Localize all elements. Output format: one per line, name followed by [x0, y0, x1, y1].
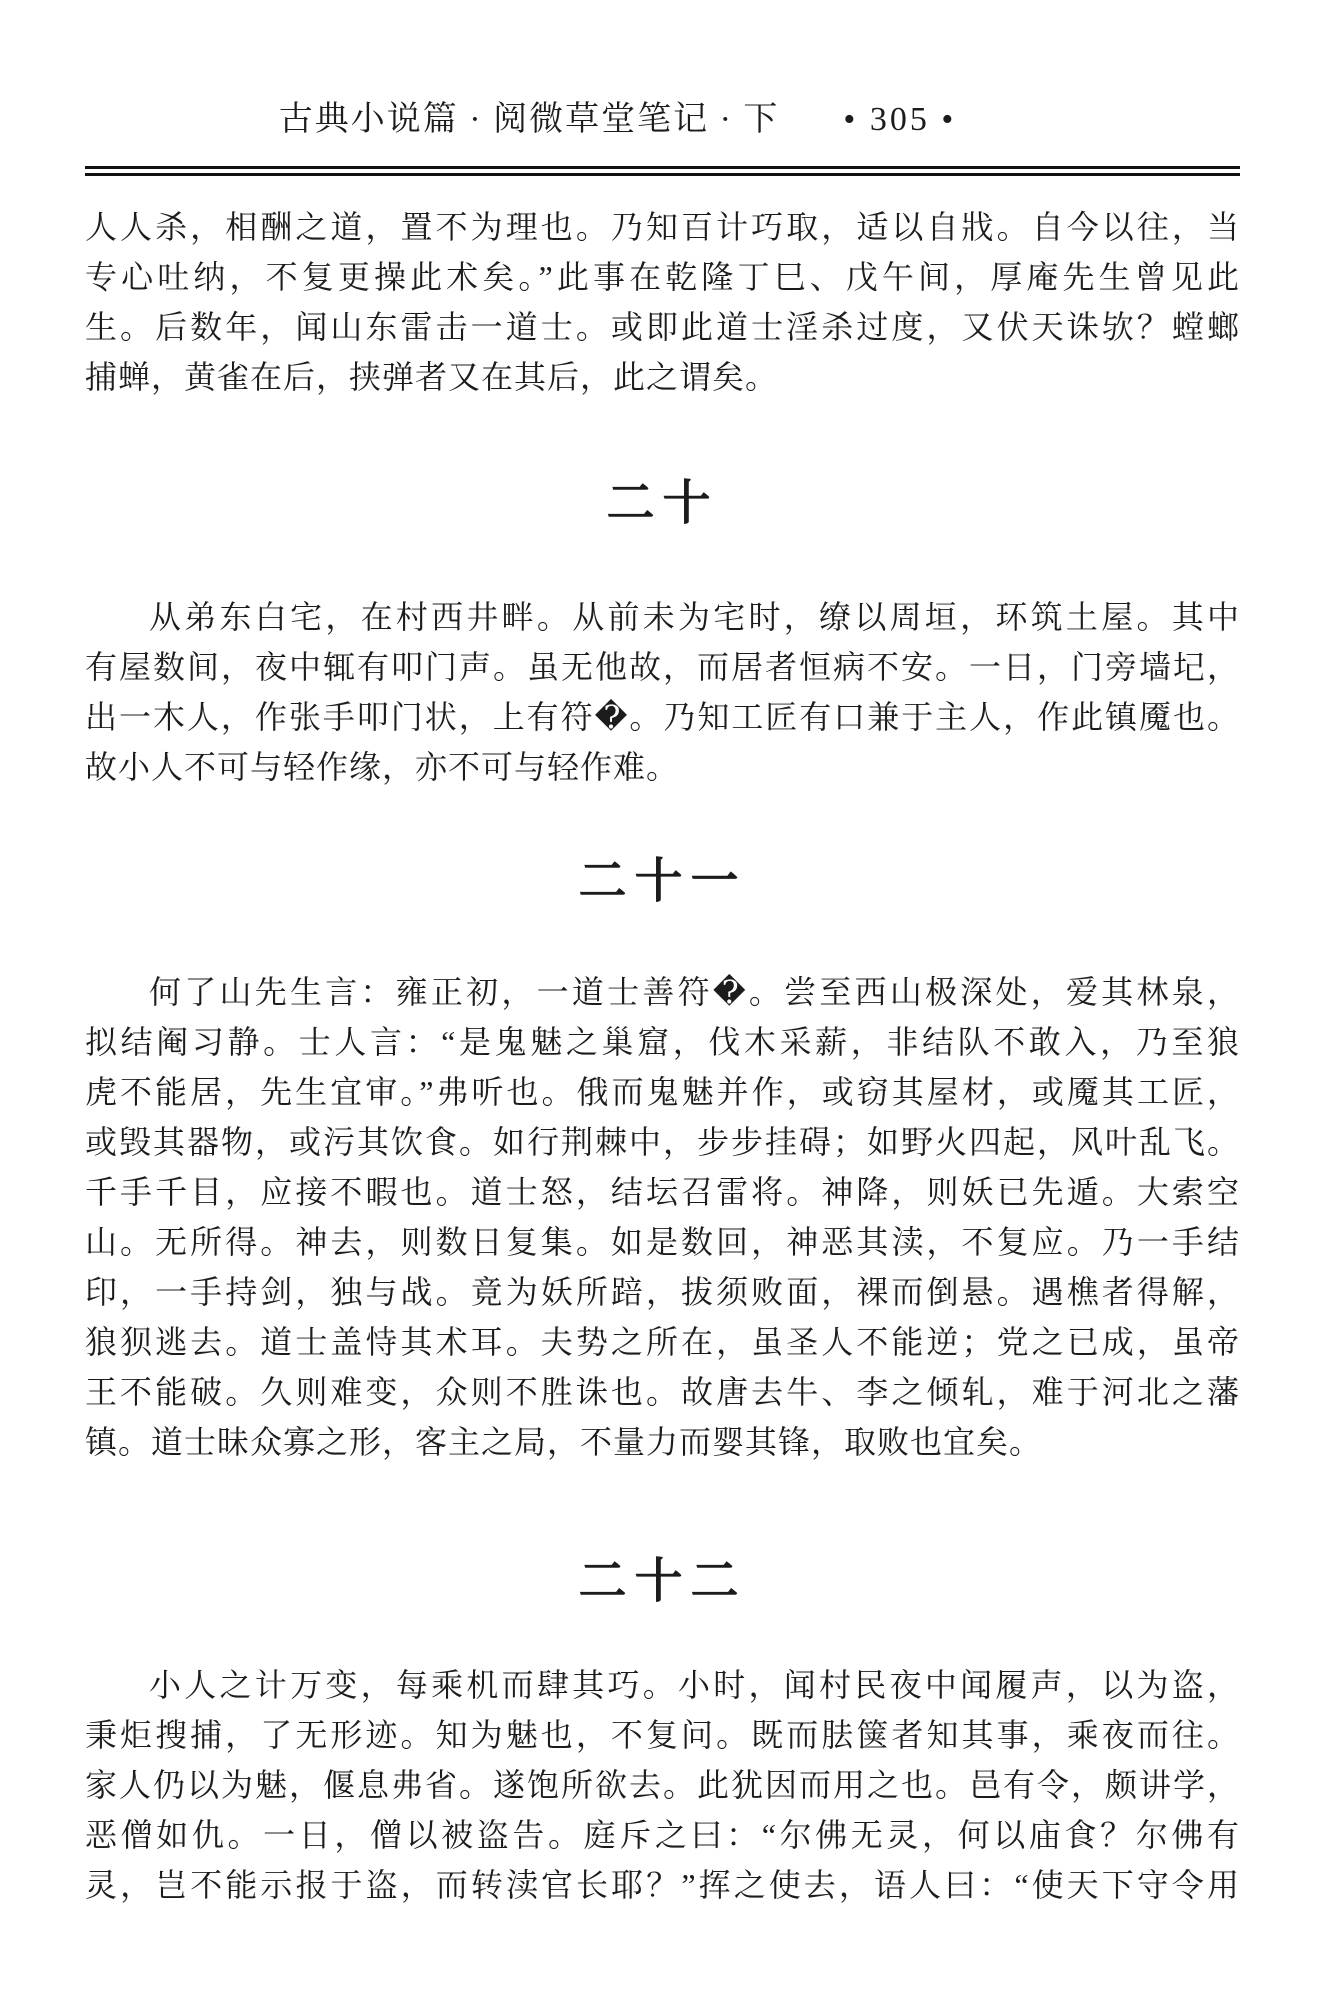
- page-number: • 305 •: [843, 101, 957, 138]
- text-line: 人人杀，相酬之道，置不为理也。乃知百计巧取，适以自戕。自今以往，当: [85, 209, 1240, 245]
- section-heading-21: 二十一: [578, 855, 747, 908]
- text-line: 从弟东白宅，在村西井畔。从前未为宅时，缭以周垣，环筑土屋。其中: [149, 599, 1240, 635]
- text-line: 虎不能居，先生宜审。”弗听也。俄而鬼魅并作，或窃其屋材，或魇其工匠，: [85, 1074, 1240, 1110]
- text-line: 印，一手持剑，独与战。竟为妖所踣，拔须败面，裸而倒悬。遇樵者得解，: [85, 1274, 1240, 1310]
- text-line: 狼狈逃去。道士盖恃其术耳。夫势之所在，虽圣人不能逆；党之已成，虽帝: [85, 1324, 1240, 1360]
- text-line: 山。无所得。神去，则数日复集。如是数回，神恶其渎，不复应。乃一手结: [85, 1224, 1240, 1260]
- text-line: 生。后数年，闻山东雷击一道士。或即此道士淫杀过度，又伏天诛欤？螳螂: [85, 309, 1240, 345]
- section-heading-22: 二十二: [578, 1555, 747, 1608]
- text-line: 镇。道士昧众寡之形，客主之局，不量力而婴其锋，取败也宜矣。: [85, 1424, 1043, 1460]
- text-line: 家人仍以为魅，偃息弗省。遂饱所欲去。此犹因而用之也。邑有令，颇讲学，: [85, 1767, 1240, 1803]
- text-line: 专心吐纳，不复更操此术矣。”此事在乾隆丁巳、戊午间，厚庵先生曾见此: [85, 259, 1240, 295]
- paragraph-section-22: [85, 1660, 1240, 1910]
- text-line: 拟结阉习静。士人言：“是鬼魅之巢窟，伐木采薪，非结队不敢入，乃至狼: [85, 1024, 1240, 1060]
- text-line: 或毁其器物，或污其饮食。如行荆棘中，步步挂碍；如野火四起，风叶乱飞。: [85, 1124, 1240, 1160]
- header-rule-divider: [85, 166, 1240, 176]
- paragraph-continuation: [85, 202, 1240, 402]
- text-line: 秉炬搜捕，了无形迹。知为魅也，不复问。既而胠箧者知其事，乘夜而往。: [85, 1717, 1240, 1753]
- text-line: 故小人不可与轻作缘，亦不可与轻作难。: [85, 749, 680, 785]
- text-line: 王不能破。久则难变，众则不胜诛也。故唐去牛、李之倾轧，难于河北之藩: [85, 1374, 1240, 1410]
- text-line: 何了山先生言：雍正初，一道士善符�。尝至西山极深处，爱其林泉，: [149, 974, 1240, 1010]
- paragraph-section-20: [85, 592, 1240, 792]
- text-line: 灵，岂不能示报于盗，而转渎官长耶？”挥之使去，语人曰：“使天下守令用: [85, 1867, 1240, 1903]
- running-head-title: 古典小说篇 · 阅微草堂笔记 · 下: [278, 101, 780, 138]
- text-line: 捕蝉，黄雀在后，挟弹者又在其后，此之谓矣。: [85, 359, 779, 395]
- paragraph-section-21: [85, 967, 1240, 1467]
- page-header: [40, 0, 1195, 142]
- text-line: 恶僧如仇。一日，僧以被盗告。庭斥之曰：“尔佛无灵，何以庙食？尔佛有: [85, 1817, 1240, 1853]
- text-line: 千手千目，应接不暇也。道士怒，结坛召雷将。神降，则妖已先遁。大索空: [85, 1174, 1240, 1210]
- text-line: 出一木人，作张手叩门状，上有符�。乃知工匠有口兼于主人，作此镇魇也。: [85, 699, 1240, 735]
- text-line: 小人之计万变，每乘机而肆其巧。小时，闻村民夜中闻履声，以为盗，: [149, 1667, 1240, 1703]
- section-heading-20: 二十: [606, 477, 719, 530]
- text-line: 有屋数间，夜中辄有叩门声。虽无他故，而居者恒病不安。一日，门旁墙圮，: [85, 649, 1240, 685]
